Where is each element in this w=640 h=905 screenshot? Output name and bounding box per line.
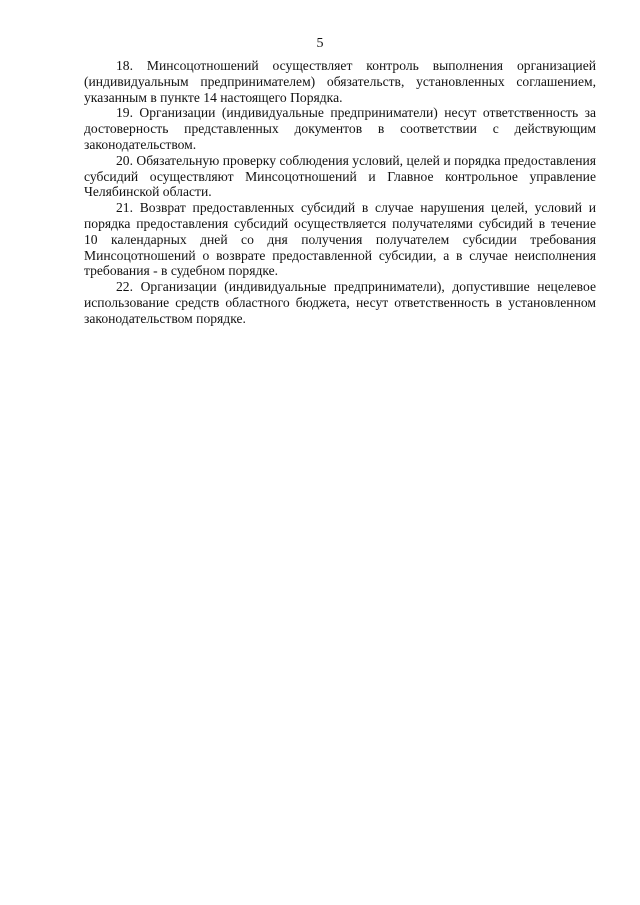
paragraph-19: 19. Организации (индивидуальные предприниматели) несут ответственность за достоверность представленных документов в соответствии с действующим законодательством. — [84, 105, 596, 152]
paragraph-22: 22. Организации (индивидуальные предприниматели), допустившие нецелевое использование средств областного бюджета, несут ответственность в установленном законодательством порядке. — [84, 279, 596, 326]
paragraph-18: 18. Минсоцотношений осуществляет контроль выполнения организацией (индивидуальным предпринимателем) обязательств, установленных соглашением, указанным в пункте 14 настоящего Порядка. — [84, 58, 596, 105]
paragraph-20: 20. Обязательную проверку соблюдения условий, целей и порядка предоставления субсидий осуществляют Минсоцотношений и Главное контрольное управление Челябинской области. — [84, 152, 596, 200]
document-body — [84, 58, 596, 327]
page-number: 5 — [316, 36, 324, 51]
paragraph-21: 21. Возврат предоставленных субсидий в случае нарушения целей, условий и порядка предоставления субсидий осуществляется получателями субсидий в течение 10 календарных дней со дня получения получателем субсидии требования Минсоцотношений о возврате предоставленной субсидии, а в случае неисполнения требования - в судебном порядке. — [84, 200, 596, 279]
